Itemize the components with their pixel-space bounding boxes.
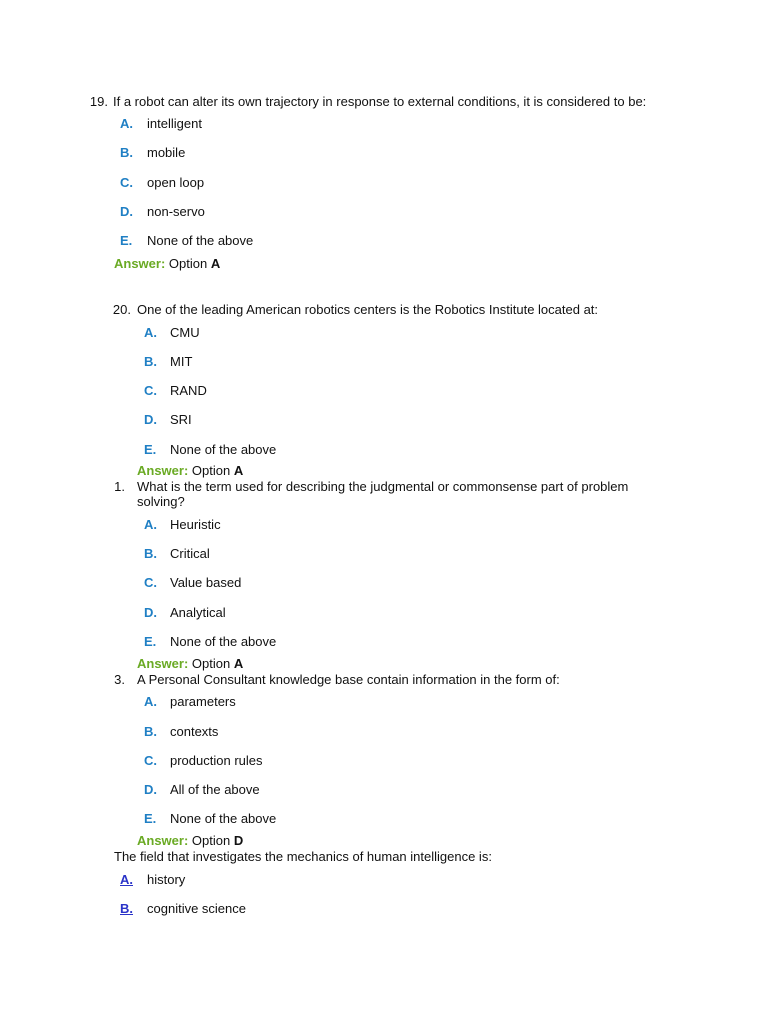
question-number: 3. bbox=[114, 672, 125, 687]
option-text: None of the above bbox=[170, 634, 277, 649]
option-letter: C. bbox=[120, 175, 133, 190]
answer-value: D bbox=[233, 833, 244, 848]
option-letter: C. bbox=[144, 575, 157, 590]
option-letter: D. bbox=[144, 782, 157, 797]
option-text: Critical bbox=[170, 546, 210, 561]
option-text: parameters bbox=[170, 694, 236, 709]
option-letter: E. bbox=[144, 811, 157, 826]
option-letter: B. bbox=[144, 546, 157, 561]
option-letter: E. bbox=[144, 442, 157, 457]
option-letter: D. bbox=[144, 605, 157, 620]
option-text: open loop bbox=[147, 175, 205, 190]
option-text: Analytical bbox=[170, 605, 226, 620]
option-letter: D. bbox=[144, 412, 157, 427]
question-number: 1. bbox=[114, 479, 125, 494]
option-letter: C. bbox=[144, 383, 157, 398]
answer-line bbox=[137, 833, 243, 848]
option-text: non-servo bbox=[147, 204, 205, 219]
question-number: 19. bbox=[89, 94, 108, 109]
answer-label: Answer: bbox=[137, 833, 189, 848]
option-letter: E. bbox=[120, 233, 133, 248]
option-text: None of the above bbox=[170, 811, 277, 826]
option-text: Value based bbox=[170, 575, 242, 590]
option-text: history bbox=[147, 872, 186, 887]
option-text: None of the above bbox=[170, 442, 277, 457]
option-text: Heuristic bbox=[170, 517, 221, 532]
option-letter: E. bbox=[144, 634, 157, 649]
option-text: All of the above bbox=[170, 782, 260, 797]
option-text: None of the above bbox=[147, 233, 254, 248]
option-text: MIT bbox=[170, 354, 193, 369]
option-letter: B. bbox=[144, 354, 157, 369]
option-letter: A. bbox=[120, 116, 133, 131]
question-text: The field that investigates the mechanics of human intelligence is: bbox=[114, 849, 492, 864]
option-letter: A. bbox=[144, 694, 157, 709]
question-text: What is the term used for describing the judgmental or commonsense part of problem bbox=[137, 479, 629, 494]
answer-prefix: Option bbox=[168, 256, 208, 271]
answer-label: Answer: bbox=[114, 256, 166, 271]
option-letter-link[interactable]: A. bbox=[120, 872, 133, 887]
option-letter: D. bbox=[120, 204, 133, 219]
question-text-continued: solving? bbox=[137, 494, 185, 509]
answer-line bbox=[137, 463, 243, 478]
option-text: production rules bbox=[170, 753, 263, 768]
question-text: If a robot can alter its own trajectory in response to external conditions, it is considered to be: bbox=[113, 94, 647, 109]
option-text: contexts bbox=[170, 724, 219, 739]
option-letter: A. bbox=[144, 517, 157, 532]
option-text: mobile bbox=[147, 145, 186, 160]
option-text: RAND bbox=[170, 383, 207, 398]
option-letter: A. bbox=[144, 325, 157, 340]
answer-label: Answer: bbox=[137, 463, 189, 478]
answer-prefix: Option bbox=[191, 833, 231, 848]
option-letter: C. bbox=[144, 753, 157, 768]
option-text: CMU bbox=[170, 325, 200, 340]
option-text: cognitive science bbox=[147, 901, 246, 916]
option-letter: B. bbox=[120, 145, 133, 160]
answer-line bbox=[137, 656, 243, 671]
answer-value: A bbox=[210, 256, 221, 271]
answer-prefix: Option bbox=[191, 463, 231, 478]
option-text: intelligent bbox=[147, 116, 202, 131]
option-text: SRI bbox=[170, 412, 192, 427]
question-text: A Personal Consultant knowledge base contain information in the form of: bbox=[137, 672, 560, 687]
option-letter: B. bbox=[144, 724, 157, 739]
question-number: 20. bbox=[112, 302, 131, 317]
question-text: One of the leading American robotics centers is the Robotics Institute located at: bbox=[137, 302, 599, 317]
answer-line bbox=[114, 256, 220, 271]
answer-value: A bbox=[233, 656, 244, 671]
option-letter-link[interactable]: B. bbox=[120, 901, 133, 916]
answer-label: Answer: bbox=[137, 656, 189, 671]
answer-prefix: Option bbox=[191, 656, 231, 671]
answer-value: A bbox=[233, 463, 244, 478]
